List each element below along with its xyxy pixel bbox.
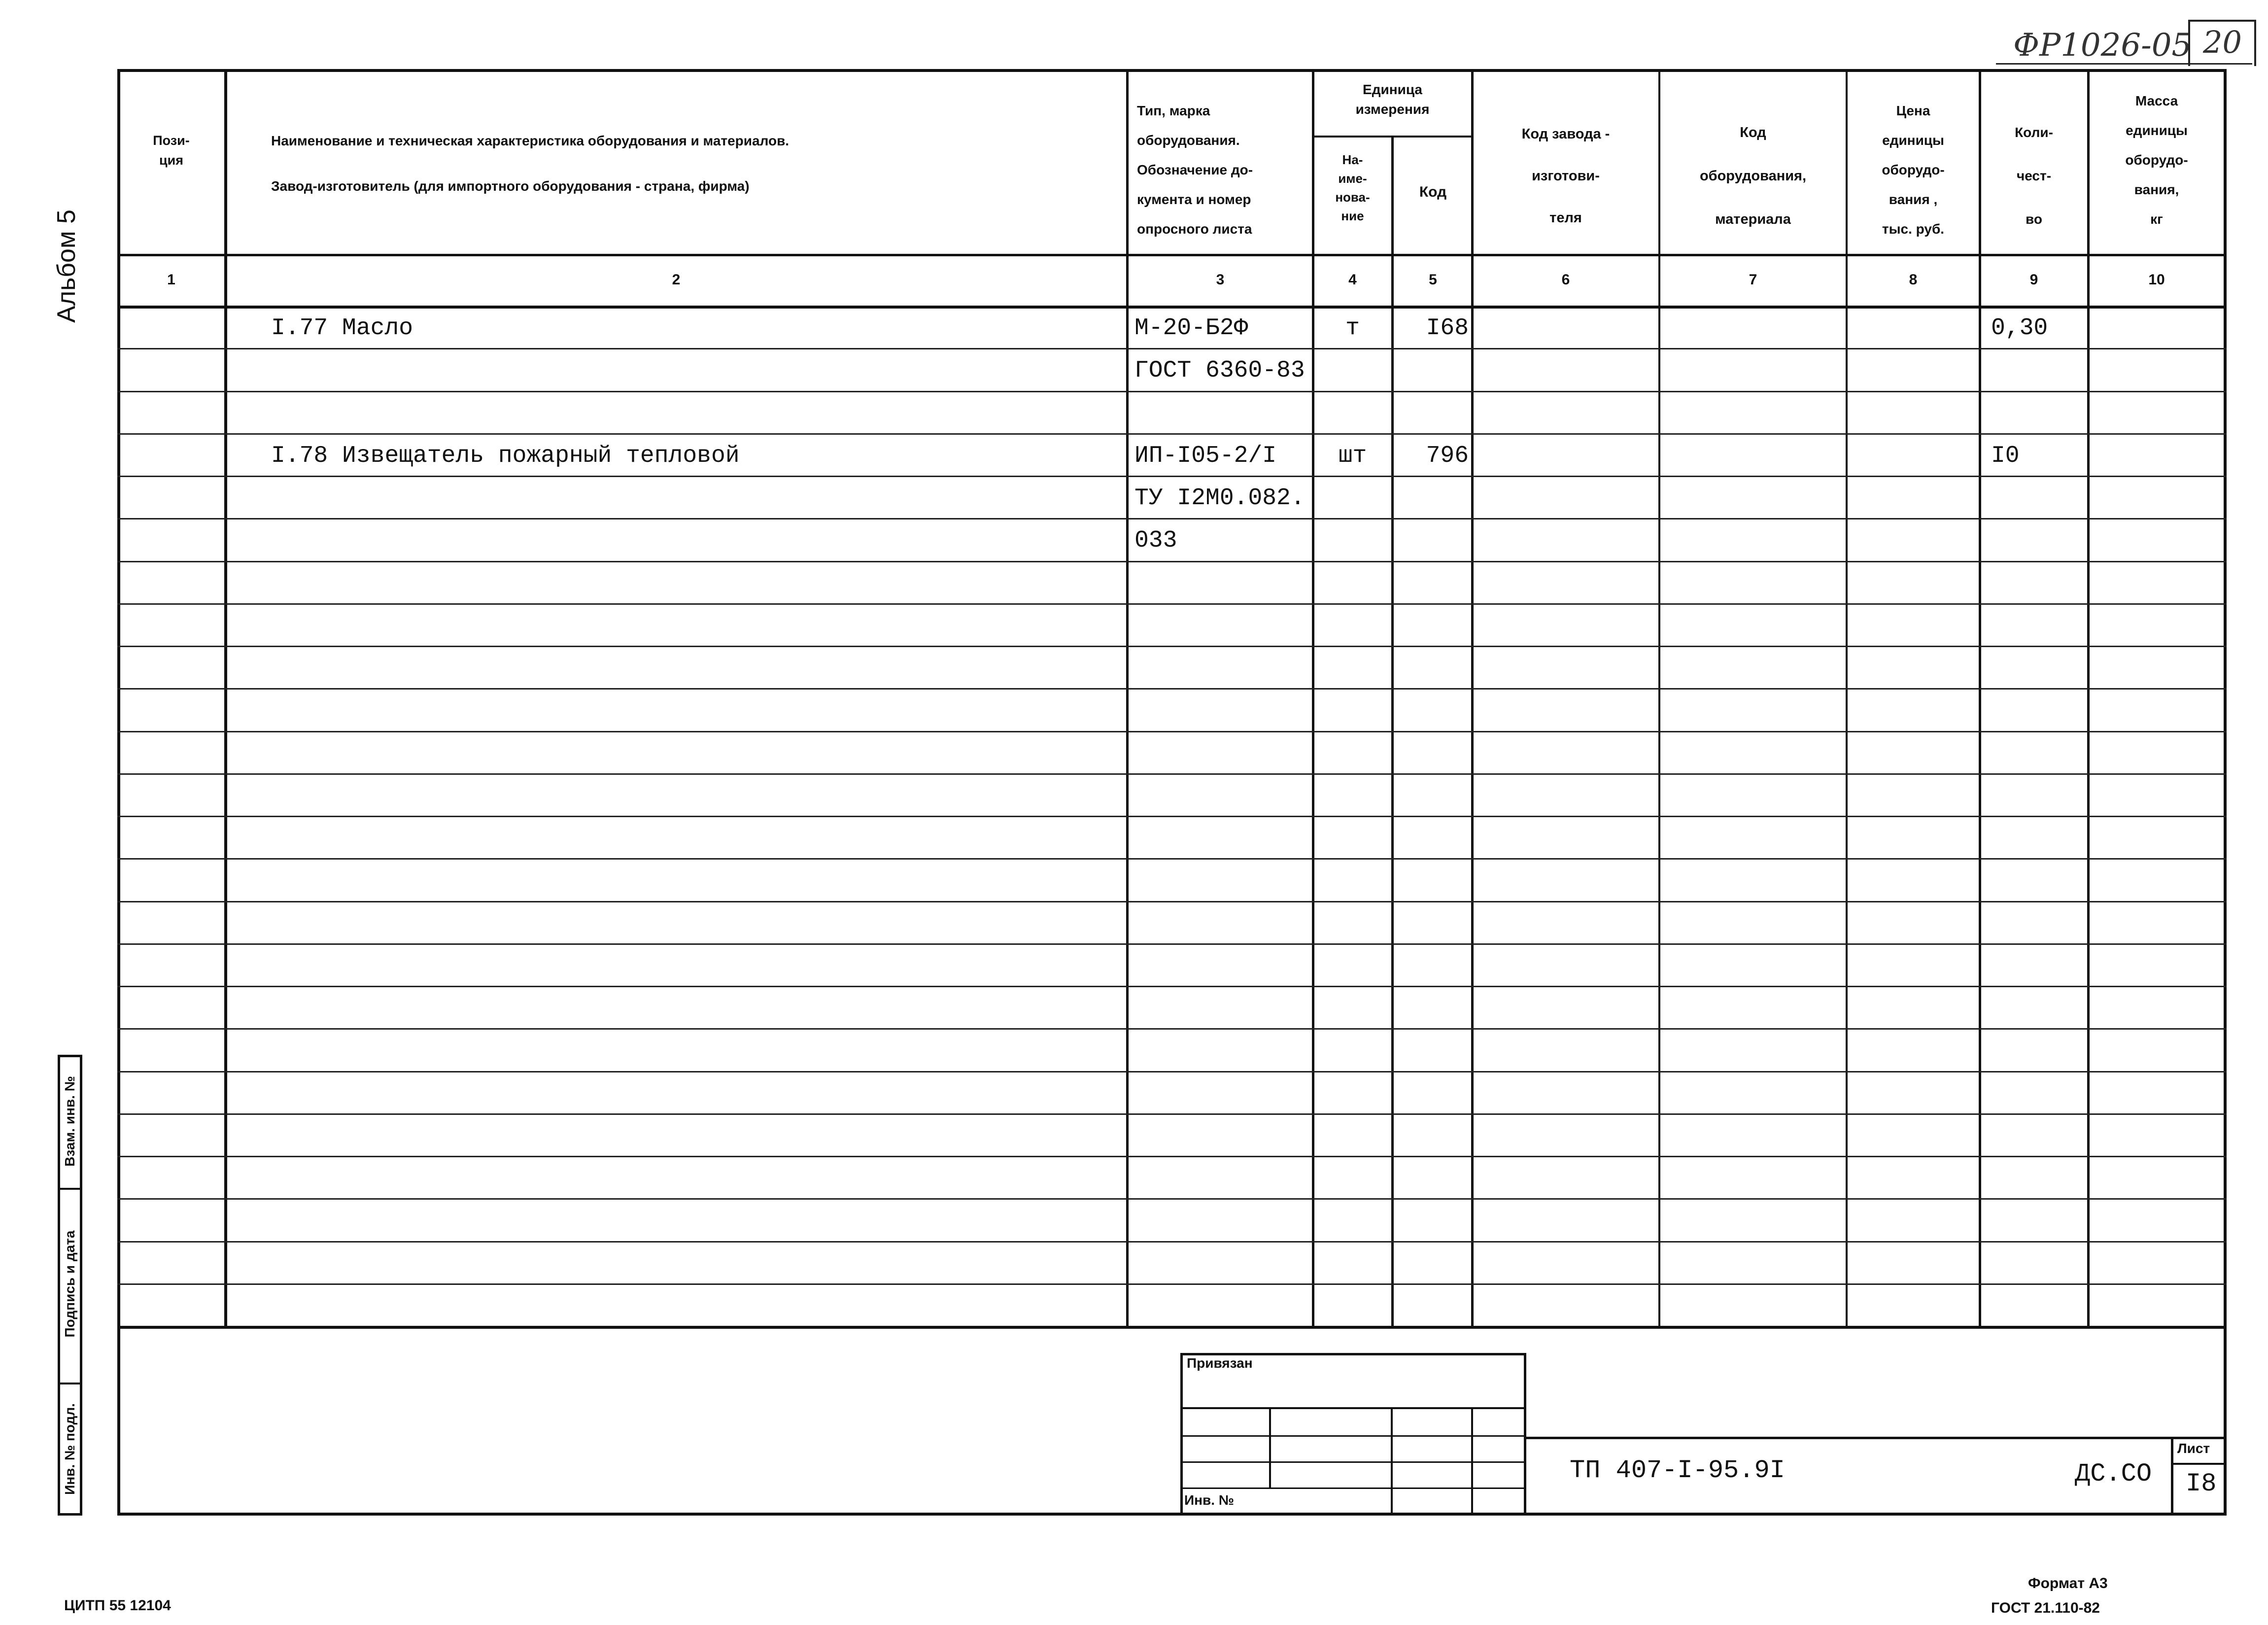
cell-code: I68 <box>1426 315 1469 342</box>
row-line <box>117 1071 2227 1072</box>
col-number: 3 <box>1216 272 1225 288</box>
col-divider <box>1846 69 1848 1326</box>
bound-grid <box>1180 1407 1526 1409</box>
cell-type: 033 <box>1134 527 1177 554</box>
row-line <box>117 943 2227 945</box>
col-divider <box>1471 69 1474 1326</box>
sheet-divider <box>2171 1463 2227 1465</box>
bound-grid <box>1180 1461 1526 1463</box>
cell-unit: т <box>1345 315 1360 342</box>
col-number: 4 <box>1348 272 1357 288</box>
cell-qty: I0 <box>1991 442 2020 469</box>
row-line <box>117 348 2227 349</box>
header-col4: На- име- нова- ние <box>1335 152 1370 223</box>
designation-top <box>1526 1437 2227 1439</box>
col-number: 2 <box>672 272 681 288</box>
bound-label: Привязан <box>1187 1355 1253 1371</box>
bound-grid <box>1391 1407 1393 1516</box>
header-unit-group: Единица измерения <box>1355 82 1430 117</box>
sheet-label: Лист <box>2177 1441 2210 1456</box>
cell-type: ТУ I2М0.082. <box>1134 485 1305 512</box>
row-line <box>117 646 2227 647</box>
header-col7: Код оборудования, материала <box>1699 125 1807 227</box>
row-line <box>117 391 2227 392</box>
col-number: 6 <box>1561 272 1570 288</box>
top-code-underline <box>1996 63 2252 65</box>
stamp-inv-original: Инв. № подл. <box>62 1403 77 1495</box>
section-code: ДС.СО <box>2075 1459 2152 1488</box>
col-number: 1 <box>167 272 175 288</box>
cell-type: ГОСТ 6360-83 <box>1134 357 1305 384</box>
row-line <box>117 1028 2227 1030</box>
header-col8: Цена единицы оборудо- вания , тыс. руб. <box>1882 103 1945 237</box>
row-line <box>117 901 2227 902</box>
row-line <box>117 476 2227 477</box>
format-label: Формат А3 <box>2028 1575 2108 1591</box>
row-line <box>117 773 2227 775</box>
col-divider <box>2087 69 2090 1326</box>
bound-box <box>1180 1353 1526 1516</box>
col-number: 9 <box>2029 272 2038 288</box>
numbers-bottom <box>117 306 2227 309</box>
row-line <box>117 561 2227 562</box>
bound-grid <box>1269 1407 1271 1487</box>
sheet-divider <box>2171 1437 2173 1516</box>
stamp-divider <box>58 1383 82 1384</box>
page-number: 20 <box>2203 24 2242 60</box>
header-bottom <box>117 254 2227 256</box>
row-line <box>117 1241 2227 1243</box>
row-line <box>117 1283 2227 1285</box>
cell-unit: шт <box>1338 442 1367 469</box>
cell-type: ИП-I05-2/I <box>1134 442 1277 469</box>
stamp-divider <box>58 1188 82 1190</box>
row-line <box>117 986 2227 987</box>
sheet-number: I8 <box>2186 1469 2217 1498</box>
unit-group-divider <box>1312 136 1471 138</box>
bound-grid <box>1180 1435 1526 1437</box>
header-col2: Наименование и техническая характеристика оборудования и материалов. Завод-изготовитель (для импортного оборудования - страна, фирма) <box>271 133 790 194</box>
table-bottom <box>117 1326 2227 1329</box>
col-divider <box>1979 69 1981 1326</box>
col-divider <box>1312 69 1314 1326</box>
row-line <box>117 731 2227 732</box>
col-number: 5 <box>1429 272 1437 288</box>
cell-code: 796 <box>1426 442 1469 469</box>
col-divider <box>1658 69 1660 1326</box>
format-standard: ГОСТ 21.110-82 <box>1991 1600 2100 1616</box>
inv-label: Инв. № <box>1184 1492 1235 1508</box>
cell-qty: 0,30 <box>1991 315 2048 342</box>
printer-label: ЦИТП 55 12104 <box>64 1597 171 1614</box>
cell-name: I.78 Извещатель пожарный тепловой <box>271 442 740 469</box>
designation: ТП 407-I-95.9I <box>1570 1456 1785 1485</box>
row-line <box>117 816 2227 817</box>
header-col9: Коли- чест- во <box>2015 125 2053 227</box>
stamp-replaced-inv: Взам. инв. № <box>62 1076 77 1167</box>
row-line <box>117 1156 2227 1157</box>
row-line <box>117 433 2227 435</box>
row-line <box>117 603 2227 605</box>
cell-type: М-20-Б2Ф <box>1134 315 1248 342</box>
col-number: 7 <box>1749 272 1757 288</box>
header-col5: Код <box>1419 184 1447 200</box>
bound-grid <box>1471 1407 1473 1516</box>
header-col6: Код завода - изготови- теля <box>1521 126 1610 226</box>
col-number: 10 <box>2148 272 2165 288</box>
bound-grid <box>1180 1487 1526 1489</box>
col-divider <box>224 69 227 1326</box>
col-divider <box>1126 69 1129 1326</box>
header-col10: Масса единицы оборудо- вания, кг <box>2125 93 2188 227</box>
cell-name: I.77 Масло <box>271 315 413 342</box>
album-label: Альбом 5 <box>52 209 81 323</box>
header-col1: Пози- ция <box>153 133 190 168</box>
col-number: 8 <box>1909 272 1918 288</box>
row-line <box>117 518 2227 519</box>
row-line <box>117 688 2227 690</box>
document-code: ФР1026-05 <box>2013 27 2192 64</box>
row-line <box>117 1198 2227 1200</box>
row-line <box>117 858 2227 860</box>
header-col3: Тип, марка оборудования. Обозначение до- кумента и номер опросного листа <box>1137 103 1253 237</box>
row-line <box>117 1113 2227 1115</box>
stamp-signature-date: Подпись и дата <box>62 1230 77 1338</box>
